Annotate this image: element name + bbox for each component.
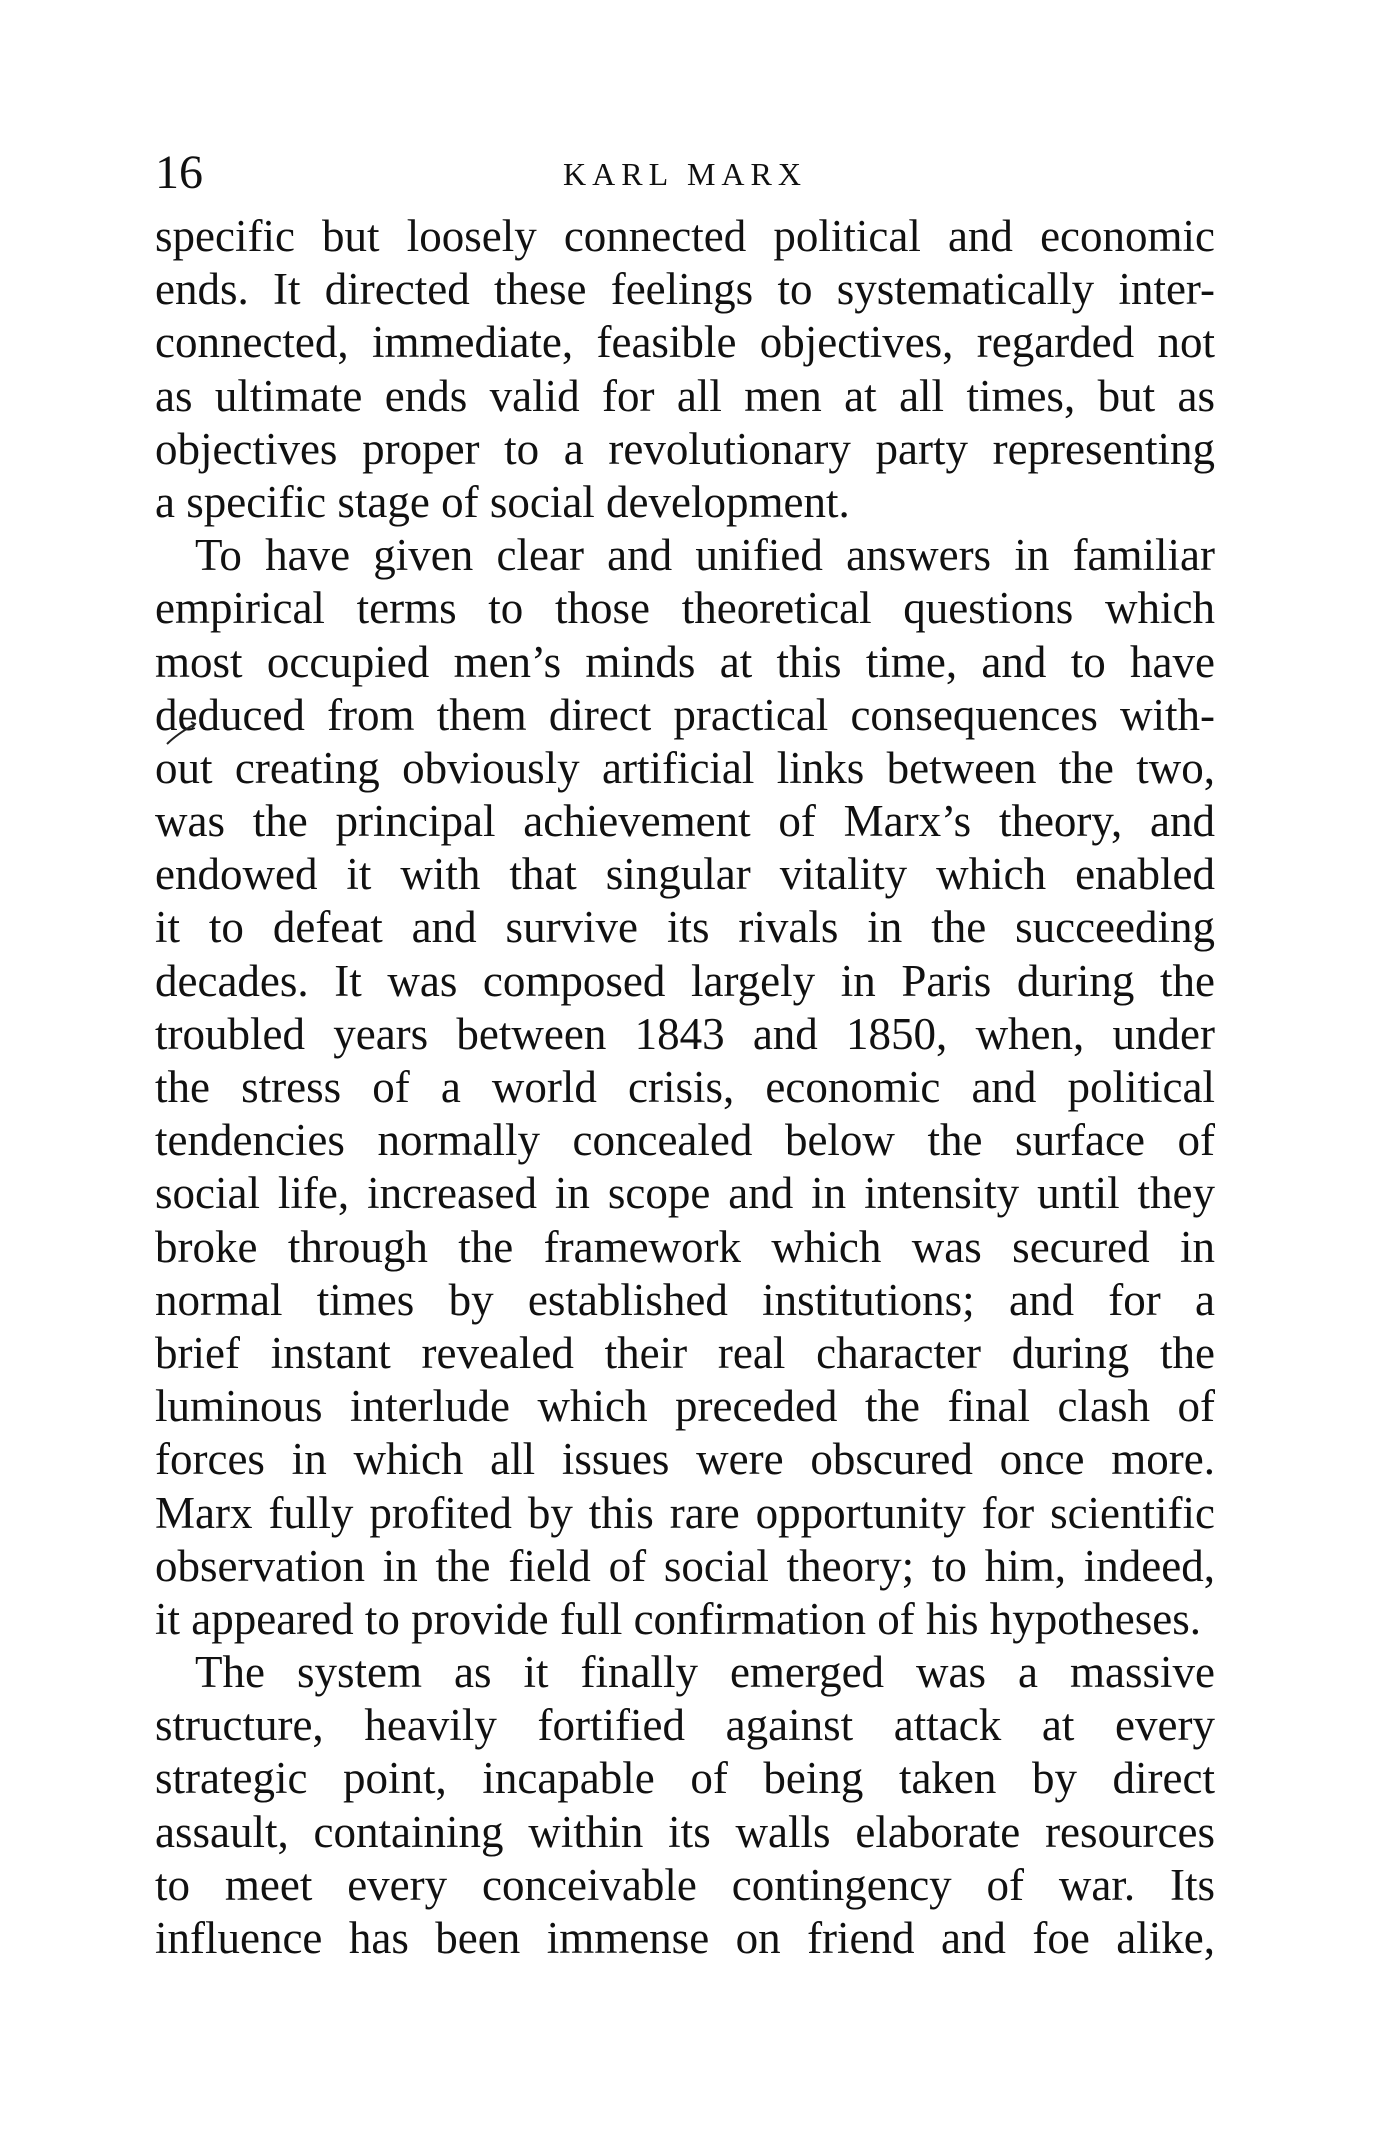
text-line: was the principal achievement of Marx’s theory, and [155,796,1215,847]
text-line: the stress of a world crisis, economic and political [155,1062,1215,1112]
running-head: KARL MARX [563,156,807,192]
text-line: strategic point, incapable of being taken by direct [155,1753,1215,1804]
text-line: specific but loosely connected political and economic [155,211,1215,261]
pencil-mark [165,720,197,750]
text-line: it to defeat and survive its rivals in the succeeding [155,902,1215,953]
text-line: endowed it with that singular vitality which enabled [155,849,1215,900]
body-text [155,210,1215,1965]
text-line: out creating obviously artificial links between the two, [155,742,1215,793]
page-header [155,148,1215,198]
text-line: it appeared to provide full confirmation of his hypotheses. [155,1593,1201,1644]
text-line: luminous interlude which preceded the final clash of [155,1381,1215,1432]
text-line: assault, containing within its walls elaborate resources [155,1806,1215,1857]
text-line: decades. It was composed largely in Paris during the [155,955,1215,1006]
text-line: empirical terms to those theoretical questions which [155,583,1215,634]
text-line: influence has been immense on friend and foe alike, [155,1913,1215,1963]
text-line: The system as it finally emerged was a massive [195,1647,1215,1698]
text-line: deduced from them direct practical consequences with- [155,689,1215,740]
text-line: forces in which all issues were obscured once more. [155,1434,1215,1485]
text-line: normal times by established institutions; and for a [155,1274,1215,1325]
text-line: connected, immediate, feasible objectives, regarded not [155,317,1215,368]
text-line: ends. It directed these feelings to systematically inter- [155,264,1215,315]
text-line: To have given clear and unified answers in familiar [195,530,1215,581]
text-line: a specific stage of social development. [155,476,850,527]
text-line: troubled years between 1843 and 1850, when, under [155,1008,1215,1059]
text-line: to meet every conceivable contingency of war. Its [155,1859,1215,1910]
text-line: observation in the field of social theory; to him, indeed, [155,1540,1215,1591]
text-line: brief instant revealed their real character during the [155,1327,1215,1378]
text-line: structure, heavily fortified against attack at every [155,1700,1215,1751]
text-line: objectives proper to a revolutionary party representing [155,423,1215,474]
text-line: most occupied men’s minds at this time, and to have [155,636,1215,687]
text-line: Marx fully profited by this rare opportunity for scientific [155,1487,1215,1538]
text-line: broke through the framework which was secured in [155,1221,1215,1272]
page-number: 16 [155,146,203,199]
text-line: social life, increased in scope and in intensity until they [155,1168,1215,1219]
text-line: tendencies normally concealed below the surface of [155,1115,1215,1166]
text-line: as ultimate ends valid for all men at all times, but as [155,370,1215,421]
